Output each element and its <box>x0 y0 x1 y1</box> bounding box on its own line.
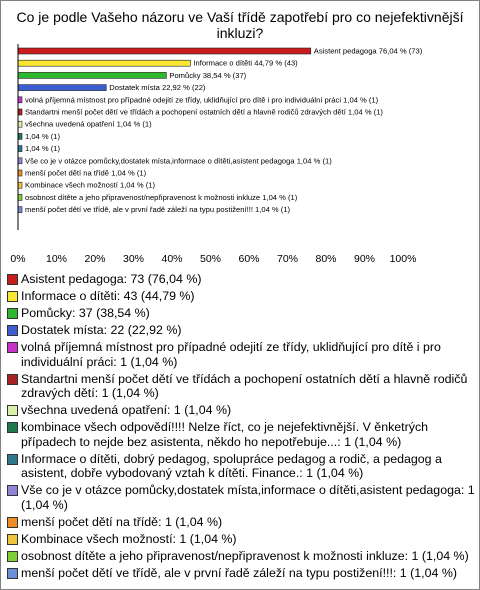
legend-label: Standartni menší počet dětí ve třídách a pochopení ostatních dětí a hlavně rodičů zdravých dětí: 1 (1,04 %) <box>21 371 468 400</box>
legend-item <box>4 403 476 418</box>
bar-1 <box>18 60 190 66</box>
legend-swatch <box>7 291 18 302</box>
legend-item <box>4 532 476 547</box>
legend-label: volná příjemná místnost pro případné odejití ze třídy, uklidňující pro dítě i pro individuální práci: 1 (1,04 %) <box>21 340 441 369</box>
legend-label: Pomůcky: 37 (38,54 %) <box>21 306 150 320</box>
x-tick-label: 50% <box>199 253 222 265</box>
legend-item <box>4 549 476 564</box>
legend-item <box>4 420 476 449</box>
legend-item <box>4 566 476 581</box>
legend-swatch <box>7 517 18 528</box>
bar-label-6: všechna uvedená opatření 1,04 % (1) <box>25 119 152 129</box>
legend-swatch <box>7 342 18 353</box>
bar-label-11: Kombinace všech možností 1,04 % (1) <box>25 180 156 190</box>
bar-label-1: Informace o dítěti 44,79 % (43) <box>193 58 298 68</box>
bar-label-5: Standartni menší počet dětí ve třídách a pochopení ostatních dětí a hlavně rodičů zdravých dětí 1,04 % (1) <box>25 107 383 117</box>
legend-label: kombinace všech odpovědí!!!! Nelze říct, co je nejefektivnější. V ěnketrých případech to nejde bez asistenta, někdo ho nepotřebuje...: 1 (1,04 %) <box>21 420 429 449</box>
bar-9 <box>18 158 22 164</box>
legend-label: menší počet dětí ve třídě, ale v první řadě záleží na typu postižení!!!: 1 (1,04 %) <box>21 565 457 580</box>
x-tick-label: 90% <box>353 253 376 265</box>
x-tick-label: 70% <box>276 253 299 265</box>
legend-label: osobnost dítěte a jeho připravenost/nepřipravenost k možnosti inkluze: 1 (1,04 %) <box>21 548 469 563</box>
bar-2 <box>18 72 166 78</box>
chart-title: Co je podle Vašeho názoru ve Vaší třídě zapotřebí pro co nejefektivnější inkluzi? <box>16 9 464 41</box>
bar-label-7: 1,04 % (1) <box>25 131 61 141</box>
bar-0 <box>18 48 311 54</box>
legend-swatch <box>7 374 18 385</box>
bar-10 <box>18 170 22 176</box>
bar-13 <box>18 207 22 213</box>
bar-label-13: menší počet dětí ve třídě, ale v první řadě záleží na typu postižení!!! 1,04 % (1) <box>25 205 291 215</box>
x-tick-label: 0% <box>10 253 26 265</box>
legend-label: menší počet dětí na třídě: 1 (1,04 %) <box>21 514 223 529</box>
legend <box>4 272 476 583</box>
legend-swatch <box>7 422 18 433</box>
legend-label: Kombinace všech možností: 1 (1,04 %) <box>21 531 237 546</box>
legend-item <box>4 306 476 321</box>
bar-label-2: Pomůcky 38,54 % (37) <box>169 70 247 80</box>
bar-label-12: osobnost dítěte a jeho připravenost/nepřipravenost k možnosti inkluze 1,04 % (1) <box>25 192 298 202</box>
legend-swatch <box>7 274 18 285</box>
bar-8 <box>18 146 22 152</box>
legend-label: Informace o dítěti, dobrý pedagog, spolupráce pedagog a rodič, a pedagog a asistent, dobře vybodovaný vztah k dítěti. Finance.: 1 (1,04 %) <box>21 451 442 480</box>
x-tick-label: 20% <box>84 253 106 265</box>
legend-label: Dostatek místa: 22 (22,92 %) <box>21 323 182 337</box>
bar-5 <box>18 109 22 115</box>
legend-item <box>4 289 476 304</box>
legend-item <box>4 372 476 401</box>
legend-label: všechna uvedená opatření: 1 (1,04 %) <box>21 403 232 417</box>
legend-item <box>4 323 476 338</box>
x-tick-label: 60% <box>238 253 260 265</box>
bar-6 <box>18 121 22 127</box>
legend-swatch <box>7 325 18 336</box>
legend-swatch <box>7 454 18 465</box>
x-tick-label: 100% <box>389 253 417 265</box>
x-tick-label: 10% <box>45 253 68 265</box>
bar-7 <box>18 133 22 139</box>
x-tick-label: 40% <box>161 253 183 265</box>
bar-12 <box>18 194 22 200</box>
bar-4 <box>18 97 22 103</box>
bar-label-9: Vše co je v otázce pomůcky,dostatek místa,informace o dítěti,asistent pedagoga 1,04 % (1) <box>25 156 332 166</box>
bar-label-8: 1,04 % (1) <box>25 144 61 154</box>
bar-label-4: volná příjemná místnost pro případné odejití ze třídy, uklidňující pro dítě i pro individuální práci 1,04 % (1) <box>25 95 379 105</box>
x-axis-ticks <box>10 253 416 265</box>
legend-label: Asistent pedagoga: 73 (76,04 %) <box>21 272 202 286</box>
legend-swatch <box>7 551 18 562</box>
bar-label-10: menší počet dětí na třídě 1,04 % (1) <box>25 168 147 178</box>
bar-chart <box>0 0 480 270</box>
legend-item <box>4 272 476 287</box>
x-tick-label: 30% <box>122 253 145 265</box>
bar-11 <box>18 182 22 188</box>
legend-swatch <box>7 405 18 416</box>
x-tick-label: 80% <box>315 253 337 265</box>
bar-label-0: Asistent pedagoga 76,04 % (73) <box>313 46 423 56</box>
legend-swatch <box>7 534 18 545</box>
legend-label: Vše co je v otázce pomůcky,dostatek místa,informace o dítěti,asistent pedagoga: 1 (1,04 %) <box>21 483 475 512</box>
legend-swatch <box>7 485 18 496</box>
legend-label: Informace o dítěti: 43 (44,79 %) <box>21 289 195 303</box>
legend-item <box>4 452 476 481</box>
legend-item <box>4 515 476 530</box>
legend-swatch <box>7 568 18 579</box>
legend-item <box>4 483 476 512</box>
legend-item <box>4 340 476 369</box>
bar-label-3: Dostatek místa 22,92 % (22) <box>109 83 206 93</box>
bars-group <box>18 47 423 215</box>
legend-swatch <box>7 308 18 319</box>
bar-3 <box>18 85 106 91</box>
